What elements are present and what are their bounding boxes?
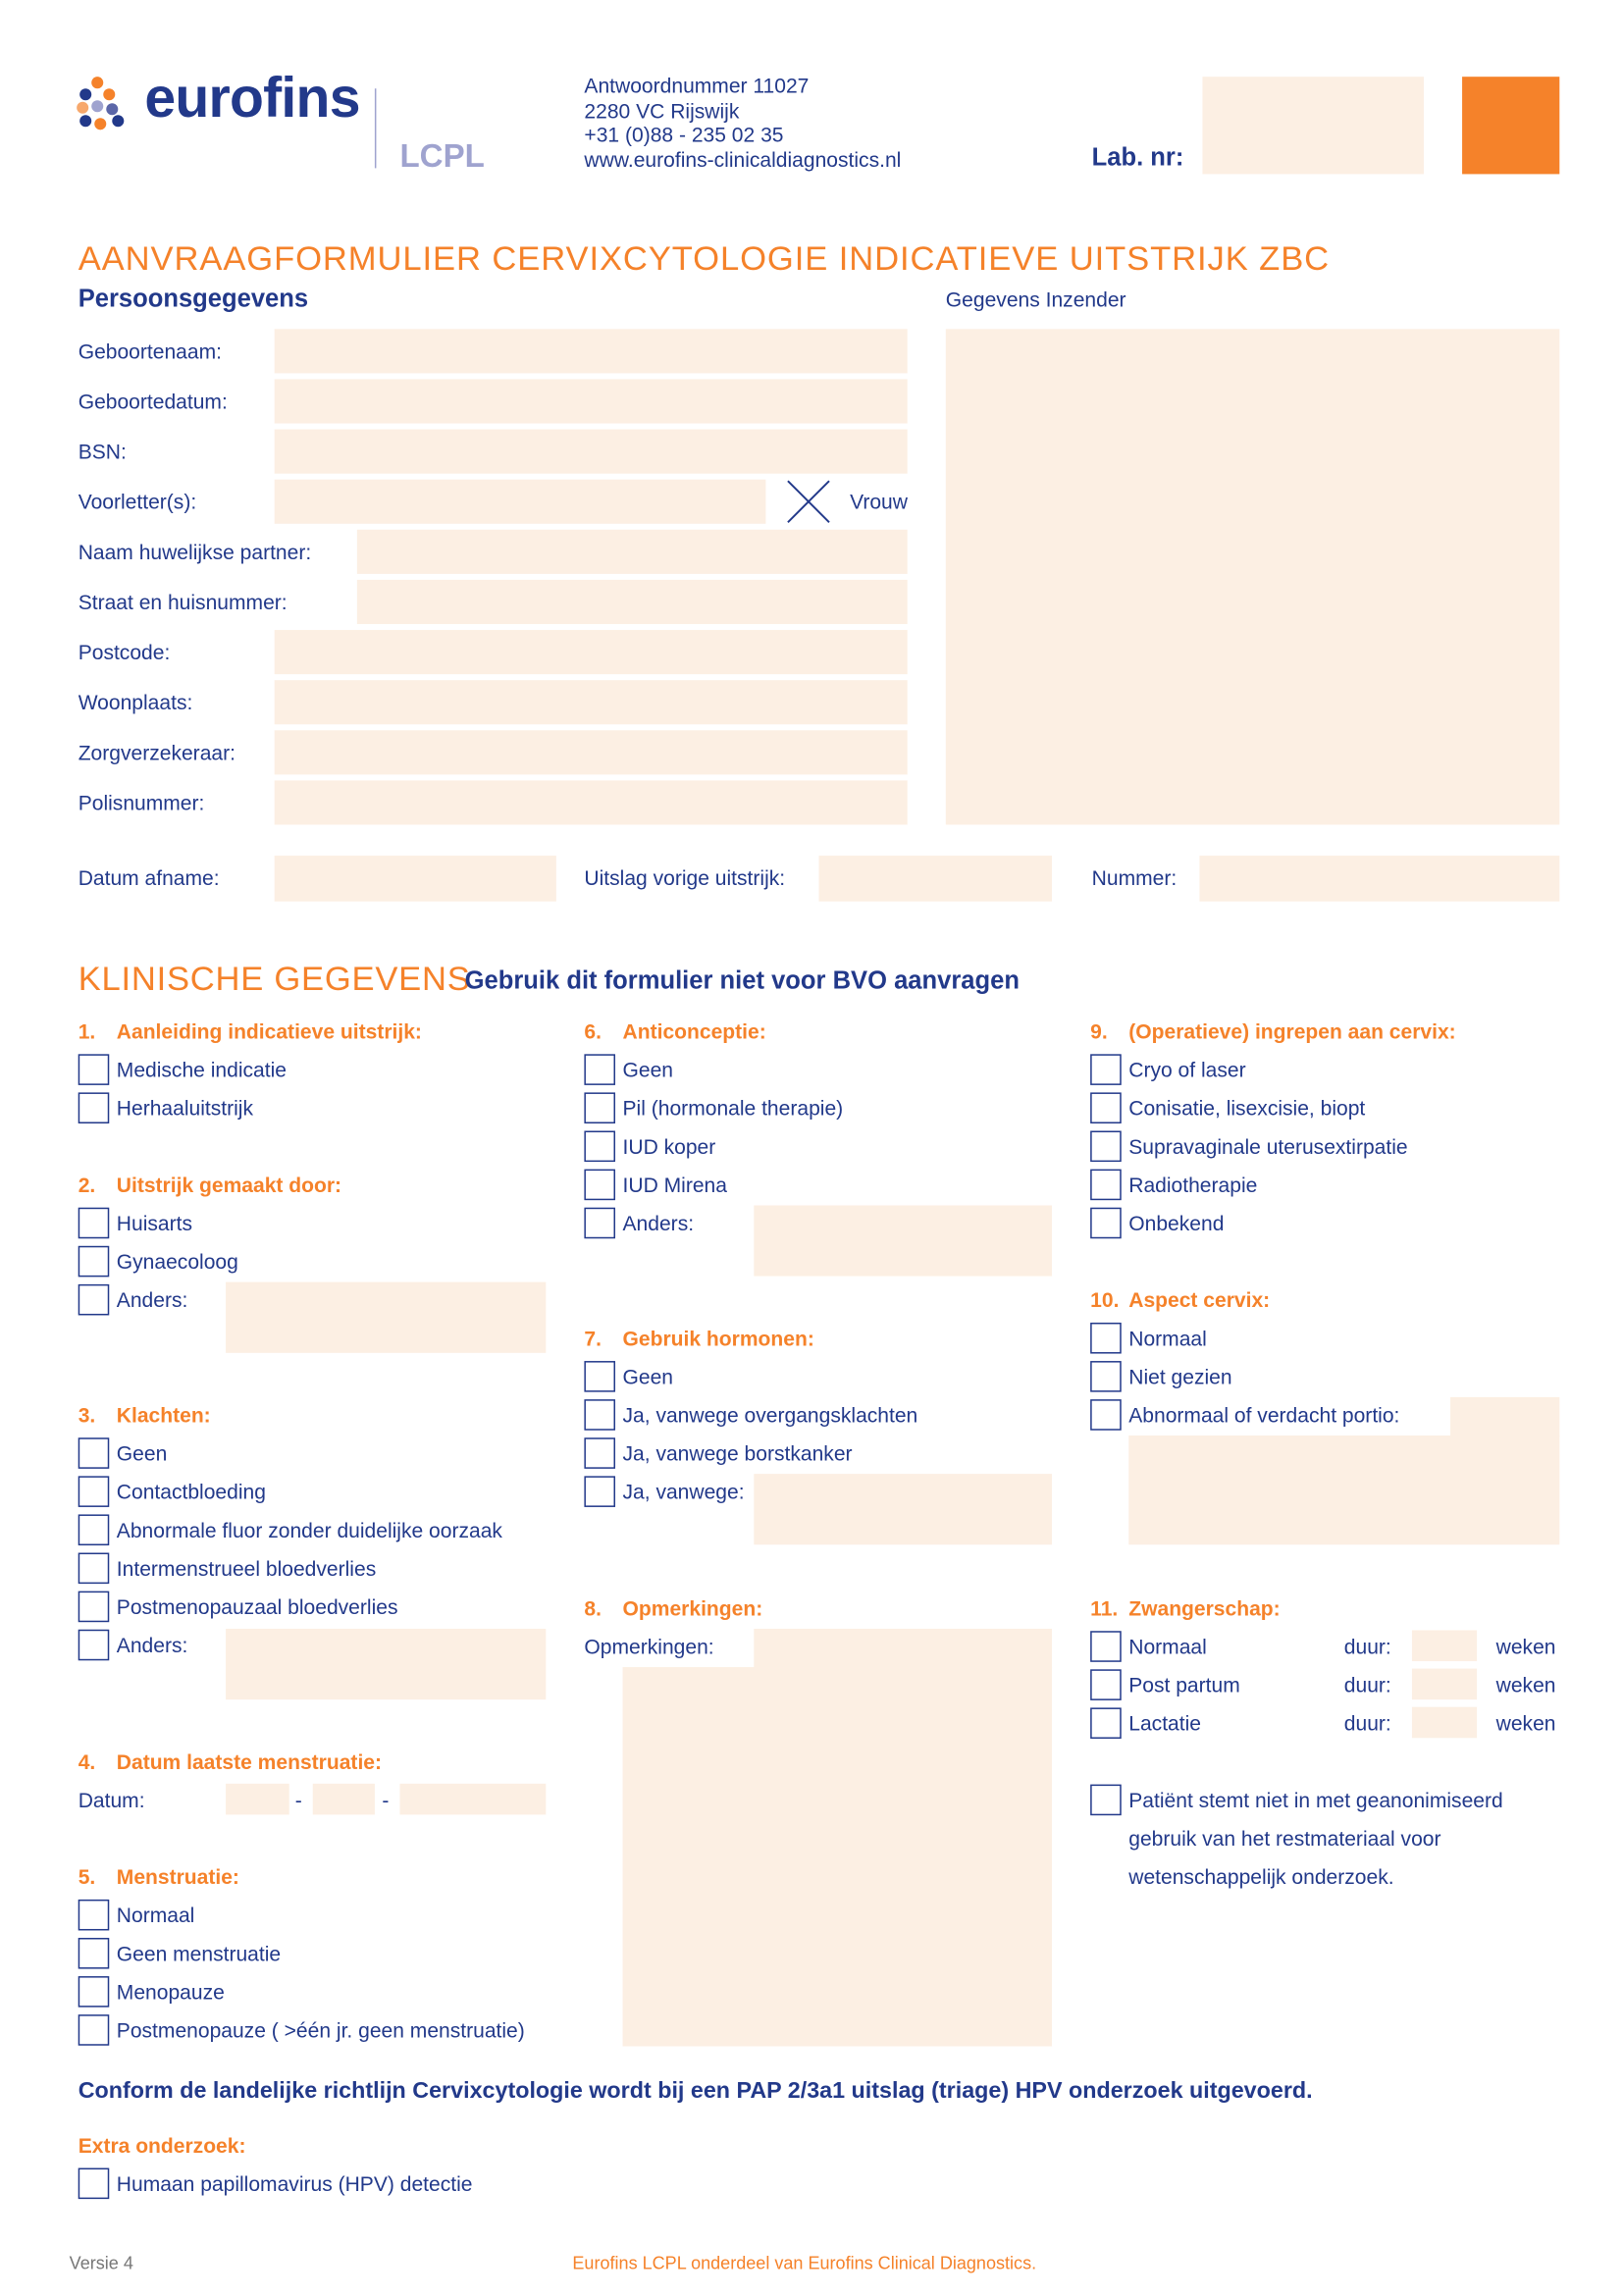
s6-checkbox[interactable] <box>584 1054 615 1085</box>
s10-option-label: Abnormaal of verdacht portio: <box>1128 1402 1400 1427</box>
s11-option-label: Post partum <box>1128 1673 1240 1697</box>
s3-option-label: Geen <box>116 1441 168 1466</box>
s10-option-label: Niet gezien <box>1128 1364 1232 1388</box>
s9-option-label: Radiotherapie <box>1128 1173 1258 1197</box>
s3-checkbox[interactable] <box>79 1592 110 1623</box>
label-geboortedatum: Geboortedatum: <box>78 389 228 414</box>
s9-number: 9. <box>1090 1018 1108 1044</box>
s5-option-label: Normaal <box>116 1903 195 1927</box>
s10-heading: Aspect cervix: <box>1128 1287 1271 1312</box>
version-label: Versie 4 <box>69 2252 133 2274</box>
s7-number: 7. <box>584 1326 602 1350</box>
s7-vanwege-input[interactable] <box>754 1474 1052 1544</box>
s5-checkbox[interactable] <box>79 1938 110 1969</box>
label-straat: Straat en huisnummer: <box>78 590 288 614</box>
portio-input[interactable] <box>1450 1397 1559 1437</box>
s7-option-label: Ja, vanwege overgangsklachten <box>622 1402 918 1427</box>
s2-number: 2. <box>78 1173 96 1197</box>
address-line: +31 (0)88 - 235 02 35 <box>584 122 784 146</box>
weken-label: weken <box>1495 1711 1556 1736</box>
footer-note: Eurofins LCPL onderdeel van Eurofins Clinical Diagnostics. <box>572 2252 1037 2274</box>
s3-checkbox[interactable] <box>79 1437 110 1469</box>
label-voorletters: Voorletter(s): <box>78 490 197 514</box>
s1-checkbox[interactable] <box>79 1054 110 1085</box>
s9-checkbox[interactable] <box>1090 1131 1122 1163</box>
s5-heading: Menstruatie: <box>116 1864 239 1889</box>
s3-option-label: Contactbloeding <box>116 1480 266 1504</box>
s6-checkbox[interactable] <box>584 1092 615 1123</box>
s1-option-label: Medische indicatie <box>116 1058 287 1082</box>
s9-checkbox[interactable] <box>1090 1092 1122 1123</box>
s2-checkbox[interactable] <box>79 1246 110 1278</box>
s10-number: 10. <box>1090 1287 1120 1312</box>
s10-option-label: Normaal <box>1128 1326 1207 1350</box>
s11-option-label: Normaal <box>1128 1634 1207 1659</box>
s1-number: 1. <box>78 1018 96 1044</box>
s6-number: 6. <box>584 1018 602 1044</box>
hpv-checkbox[interactable] <box>79 2168 110 2200</box>
duur-normaal-input[interactable] <box>1412 1630 1477 1661</box>
s2-checkbox[interactable] <box>79 1284 110 1316</box>
label-uitslag-vorige: Uitslag vorige uitstrijk: <box>584 865 786 890</box>
s7-option-label: Ja, vanwege borstkanker <box>622 1441 853 1466</box>
s10-checkbox[interactable] <box>1090 1361 1122 1392</box>
s11-number: 11. <box>1090 1595 1119 1620</box>
s9-checkbox[interactable] <box>1090 1054 1122 1085</box>
lab-nr-label: Lab. nr: <box>1091 142 1184 172</box>
s1-checkbox[interactable] <box>79 1092 110 1123</box>
personal-heading: Persoonsgegevens <box>78 285 309 313</box>
s3-anders-input[interactable] <box>226 1629 546 1699</box>
s7-option-label: Geen <box>622 1364 674 1388</box>
label-bsn: BSN: <box>78 440 127 464</box>
s6-anders-input[interactable] <box>754 1205 1052 1276</box>
consent-text: wetenschappelijk onderzoek. <box>1128 1864 1394 1889</box>
extra-heading: Extra onderzoek: <box>78 2133 246 2158</box>
s7-checkbox[interactable] <box>584 1437 615 1469</box>
s11-checkbox[interactable] <box>1090 1631 1122 1662</box>
opmerkingen-label: Opmerkingen: <box>584 1634 714 1659</box>
label-geboortenaam: Geboortenaam: <box>78 339 222 363</box>
consent-checkbox[interactable] <box>1090 1785 1122 1816</box>
s6-checkbox[interactable] <box>584 1170 615 1201</box>
consent-text: Patiënt stemt niet in met geanonimiseerd <box>1128 1788 1503 1812</box>
submitter-heading: Gegevens Inzender <box>945 287 1126 312</box>
s9-option-label: Supravaginale uterusextirpatie <box>1128 1134 1408 1159</box>
s1-option-label: Herhaaluitstrijk <box>116 1096 254 1121</box>
label-zorgverzekeraar: Zorgverzekeraar: <box>78 740 236 764</box>
duur-lactatie-input[interactable] <box>1412 1707 1477 1739</box>
s3-checkbox[interactable] <box>79 1476 110 1507</box>
s7-checkbox[interactable] <box>584 1399 615 1431</box>
portio-input[interactable] <box>1128 1435 1559 1544</box>
s3-checkbox[interactable] <box>79 1553 110 1585</box>
year-input[interactable] <box>399 1784 546 1815</box>
s2-checkbox[interactable] <box>79 1208 110 1239</box>
s11-checkbox[interactable] <box>1090 1669 1122 1700</box>
clinical-heading: KLINISCHE GEGEVENS <box>78 959 471 998</box>
s3-heading: Klachten: <box>116 1402 211 1427</box>
s2-option-label: Anders: <box>116 1287 188 1312</box>
date-separator: - <box>294 1788 302 1812</box>
s2-heading: Uitstrijk gemaakt door: <box>116 1173 342 1197</box>
s9-option-label: Onbekend <box>1128 1211 1225 1235</box>
s11-heading: Zwangerschap: <box>1128 1595 1281 1620</box>
s2-option-label: Huisarts <box>116 1211 193 1235</box>
label-datum-afname: Datum afname: <box>78 865 220 890</box>
s6-checkbox[interactable] <box>584 1208 615 1239</box>
guideline-text: Conform de landelijke richtlijn Cervixcytologie wordt bij een PAP 2/3a1 uitslag (triage) HPV onderzoek uitgevoerd. <box>78 2078 1313 2105</box>
gender-label: Vrouw <box>850 490 908 514</box>
weken-label: weken <box>1495 1634 1556 1659</box>
form-title: AANVRAAGFORMULIER CERVIXCYTOLOGIE INDICATIEVE UITSTRIJK ZBC <box>78 238 1331 278</box>
s9-option-label: Cryo of laser <box>1128 1058 1246 1082</box>
s3-option-label: Abnormale fluor zonder duidelijke oorzaak <box>116 1518 502 1542</box>
s5-option-label: Menopauze <box>116 1979 225 2004</box>
website-link[interactable]: www.eurofins-clinicaldiagnostics.nl <box>584 147 902 172</box>
clinical-subheading: Gebruik dit formulier niet voor BVO aanvragen <box>464 965 1020 995</box>
s4-heading: Datum laatste menstruatie: <box>116 1749 383 1774</box>
s6-option-label: Pil (hormonale therapie) <box>622 1096 844 1121</box>
s7-checkbox[interactable] <box>584 1361 615 1392</box>
logo-text: eurofins <box>144 68 360 130</box>
address-line: Antwoordnummer 11027 <box>584 74 810 98</box>
s8-heading: Opmerkingen: <box>622 1595 763 1620</box>
s8-number: 8. <box>584 1595 602 1620</box>
label-nummer: Nummer: <box>1091 865 1178 890</box>
s9-checkbox[interactable] <box>1090 1208 1122 1239</box>
s7-checkbox[interactable] <box>584 1476 615 1507</box>
opmerkingen-input[interactable] <box>623 1667 1053 2046</box>
s4-number: 4. <box>78 1749 96 1774</box>
s7-heading: Gebruik hormonen: <box>622 1326 814 1350</box>
s6-checkbox[interactable] <box>584 1131 615 1163</box>
s10-checkbox[interactable] <box>1090 1323 1122 1354</box>
s7-option-label: Ja, vanwege: <box>622 1480 745 1504</box>
label-polisnummer: Polisnummer: <box>78 790 205 814</box>
s5-checkbox[interactable] <box>79 2014 110 2046</box>
hpv-label: Humaan papillomavirus (HPV) detectie <box>116 2171 473 2196</box>
s6-option-label: Anders: <box>622 1211 695 1235</box>
s11-checkbox[interactable] <box>1090 1707 1122 1739</box>
s3-number: 3. <box>78 1402 96 1427</box>
s3-option-label: Postmenopauzaal bloedverlies <box>116 1594 398 1619</box>
opmerkingen-input[interactable] <box>754 1629 1052 1669</box>
s5-checkbox[interactable] <box>79 1976 110 2008</box>
label-postcode: Postcode: <box>78 640 171 664</box>
s9-heading: (Operatieve) ingrepen aan cervix: <box>1128 1018 1456 1044</box>
s6-option-label: IUD koper <box>622 1134 716 1159</box>
address-line: 2280 VC Rijswijk <box>584 98 740 123</box>
s5-number: 5. <box>78 1864 96 1889</box>
s3-checkbox[interactable] <box>79 1630 110 1661</box>
consent-text: gebruik van het restmateriaal voor <box>1128 1826 1441 1851</box>
datum-label: Datum: <box>78 1788 145 1812</box>
duur-label: duur: <box>1343 1634 1391 1659</box>
s1-heading: Aanleiding indicatieve uitstrijk: <box>116 1018 422 1044</box>
s10-checkbox[interactable] <box>1090 1399 1122 1431</box>
label-partner: Naam huwelijkse partner: <box>78 540 312 564</box>
s2-option-label: Gynaecoloog <box>116 1249 238 1274</box>
s3-checkbox[interactable] <box>79 1514 110 1545</box>
s5-checkbox[interactable] <box>79 1900 110 1931</box>
duur-label: duur: <box>1343 1711 1391 1736</box>
lcpl-logo: LCPL <box>399 136 485 175</box>
s6-option-label: IUD Mirena <box>622 1173 727 1197</box>
s9-checkbox[interactable] <box>1090 1170 1122 1201</box>
s2-anders-input[interactable] <box>226 1282 546 1353</box>
duur-postpartum-input[interactable] <box>1412 1669 1477 1700</box>
s3-option-label: Anders: <box>116 1633 188 1657</box>
label-woonplaats: Woonplaats: <box>78 690 193 714</box>
duur-label: duur: <box>1343 1673 1391 1697</box>
s5-option-label: Postmenopauze ( >één jr. geen menstruatie) <box>116 2017 525 2042</box>
s6-option-label: Geen <box>622 1058 674 1082</box>
s5-option-label: Geen menstruatie <box>116 1941 282 1965</box>
s6-heading: Anticonceptie: <box>622 1018 766 1044</box>
date-separator: - <box>382 1788 390 1812</box>
s3-option-label: Intermenstrueel bloedverlies <box>116 1556 377 1581</box>
day-input[interactable] <box>226 1784 289 1815</box>
s11-option-label: Lactatie <box>1128 1711 1202 1736</box>
s9-option-label: Conisatie, lisexcisie, biopt <box>1128 1096 1366 1121</box>
month-input[interactable] <box>313 1784 375 1815</box>
weken-label: weken <box>1495 1673 1556 1697</box>
